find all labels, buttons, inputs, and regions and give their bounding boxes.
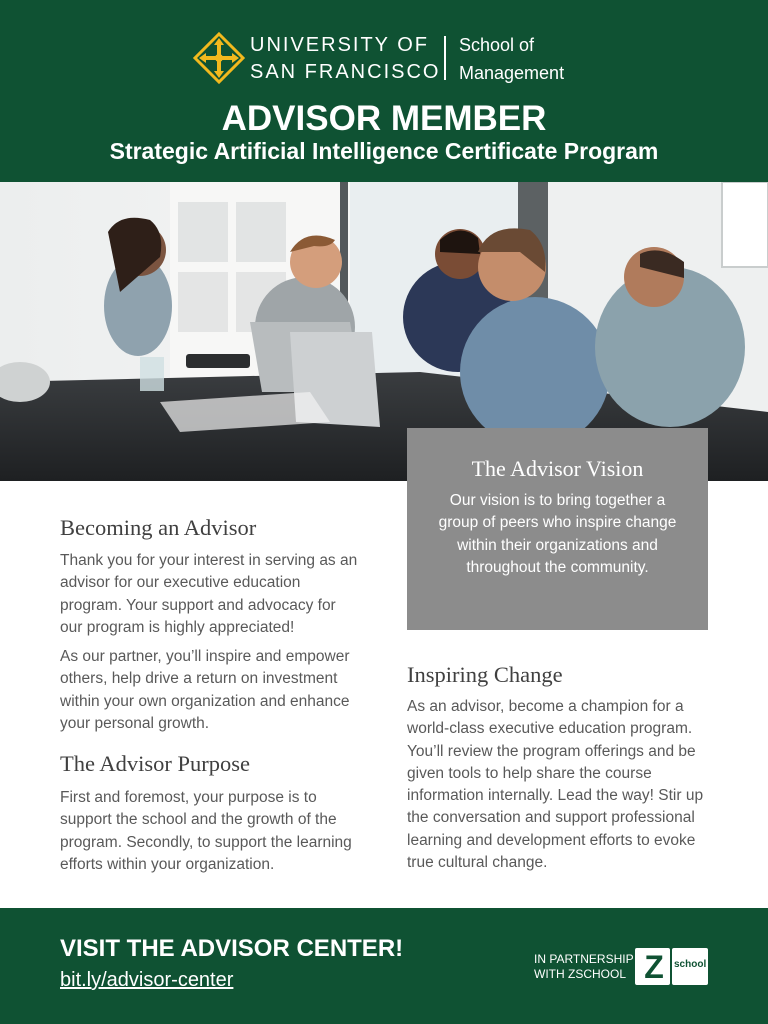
- partnership-line1: IN PARTNERSHIP: [534, 952, 634, 966]
- usf-logo: [193, 32, 593, 88]
- advisor-vision-box: [407, 428, 708, 630]
- zschool-logo-left: [635, 948, 670, 985]
- advisor-purpose-para: First and foremost, your purpose is to support the school and the growth of the program. Secondly, to support the learning efforts within your organization.: [60, 789, 352, 873]
- vision-text: Our vision is to bring together a group of peers who inspire change within their organizations and throughout the community.: [438, 492, 677, 577]
- becoming-advisor-heading: Becoming an Advisor: [60, 515, 257, 540]
- partnership-text: [534, 952, 634, 982]
- zschool-logo-letter: Z: [644, 949, 664, 985]
- page-title: ADVISOR MEMBER: [221, 99, 547, 138]
- university-name-line1: UNIVERSITY OF: [250, 34, 429, 56]
- inspiring-change-heading: Inspiring Change: [407, 662, 563, 687]
- page-subtitle: Strategic Artificial Intelligence Certificate Program: [109, 138, 659, 164]
- advisor-center-cta: VISIT THE ADVISOR CENTER!: [60, 935, 404, 962]
- becoming-advisor-para1: Thank you for your interest in serving as an advisor for our executive education program. Your support and advocacy for our program is highly appreciated!: [60, 552, 358, 636]
- university-name-line2: SAN FRANCISCO: [250, 61, 441, 83]
- inspiring-change-para: As an advisor, become a champion for a world-class executive education program. You’ll review the program offerings and be given tools to help share the course information internally. Lead the way! Stir up the conversation and support professional learning and development efforts to evoke true cultural change.: [407, 698, 704, 872]
- zschool-logo-word: school: [674, 959, 707, 970]
- partnership-line2: WITH ZSCHOOL: [534, 967, 626, 981]
- zschool-logo-right: [672, 948, 708, 985]
- school-name-line1: School of: [459, 35, 535, 55]
- zschool-logo-icon: [635, 948, 708, 985]
- advisor-center-link[interactable]: bit.ly/advisor-center: [60, 969, 234, 991]
- advisor-purpose-heading: The Advisor Purpose: [60, 751, 250, 776]
- school-name-line2: Management: [459, 63, 565, 83]
- header-banner: [0, 0, 768, 182]
- vision-heading: The Advisor Vision: [471, 456, 644, 481]
- footer-banner: [0, 908, 768, 1024]
- becoming-advisor-para2: As our partner, you’ll inspire and empower others, help drive a return on investment within your own organization and enhance your personal growth.: [60, 648, 350, 732]
- logo-divider: [444, 36, 446, 80]
- usf-cross-logo-icon: [193, 32, 245, 84]
